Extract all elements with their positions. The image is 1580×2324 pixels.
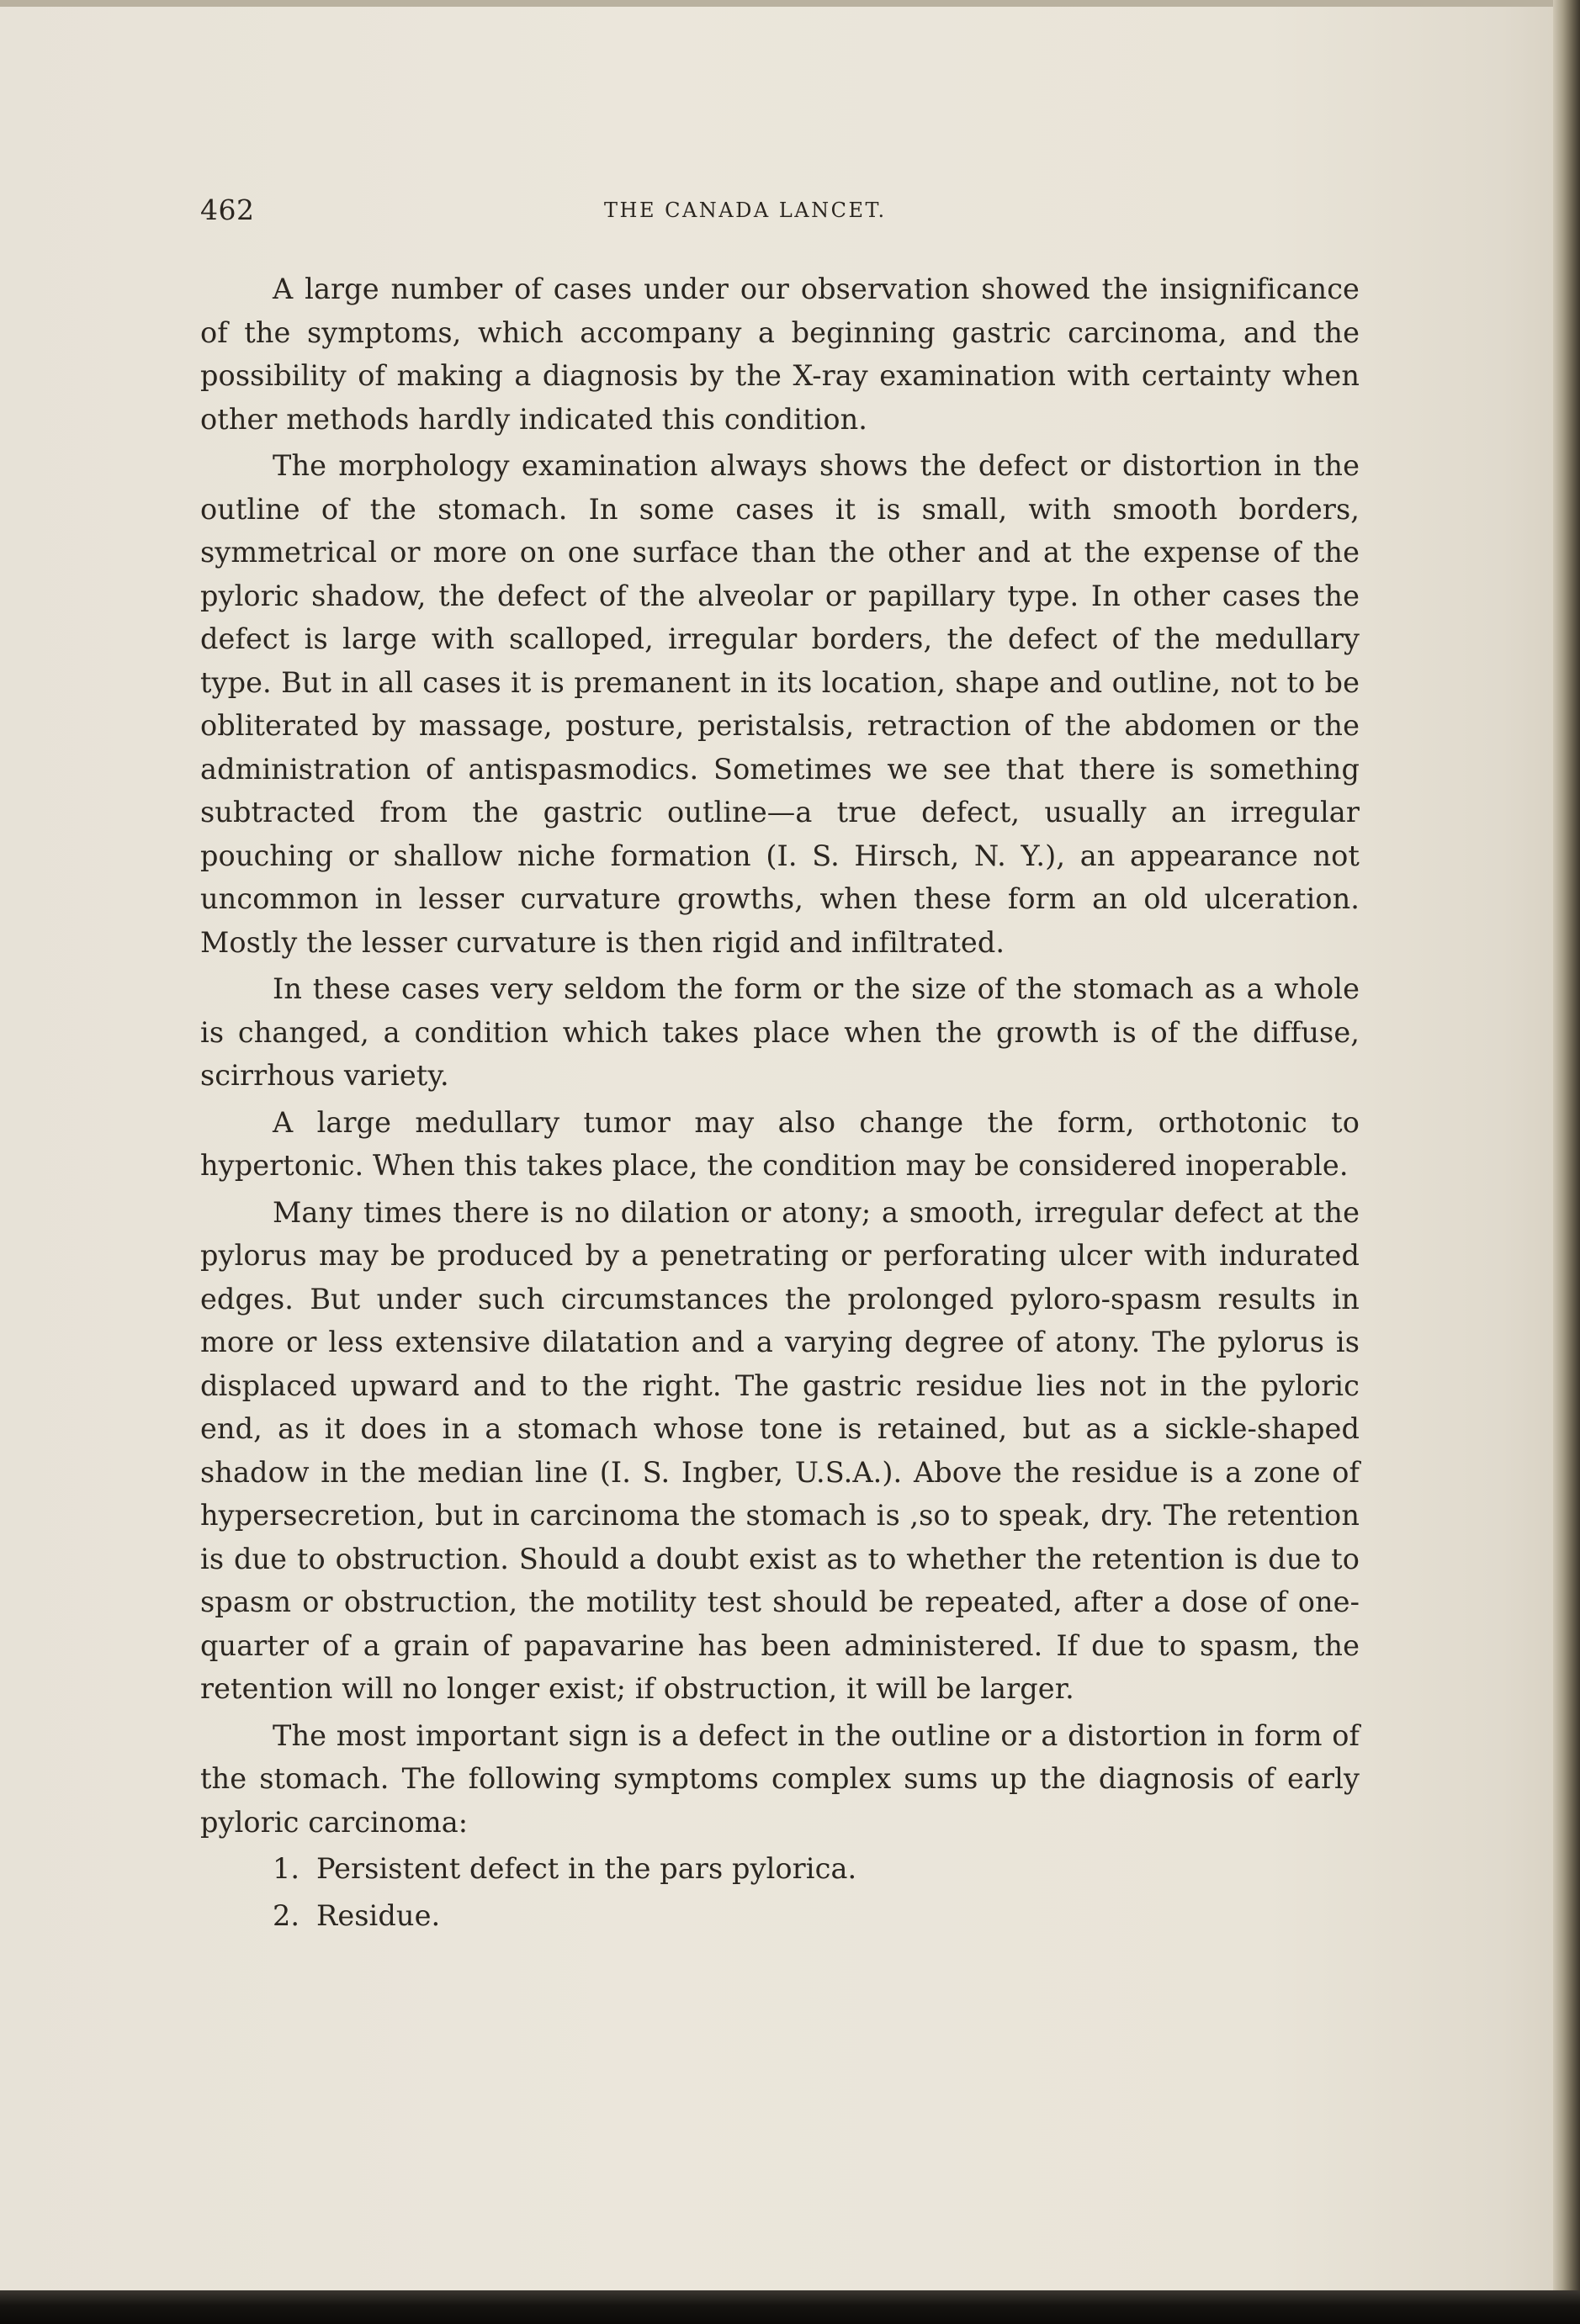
list-item [200, 1847, 1360, 1891]
paragraph: Many times there is no dilation or atony; a smooth, irregular defect at the pylorus may be produced by a penetrating or perforating ulcer with indurated edges. But under such circumstances the prolonged pyloro-spasm results in more or less extensive dilatation and a varying degree of atony. The pylorus is displaced upward and to the right. The gastric residue lies not in the pyloric end, as it does in a stomach whose tone is retained, but as a sickle-shaped shadow in the median line (I. S. Ingber, U.S.A.). Above the residue is a zone of hypersecretion, but in carcinoma the stomach is ,so to speak, dry. The retention is due to obstruction. Should a doubt exist as to whether the retention is due to spasm or obstruction, the motility test should be repeated, after a dose of one-quarter of a grain of papavarine has been administered. If due to spasm, the retention will no longer exist; if obstruction, it will be larger. [200, 1195, 1360, 1705]
journal-title: THE CANADA LANCET. [604, 199, 887, 222]
list-item-number: 1. [273, 1852, 300, 1885]
list-item-text: Persistent defect in the pars pylorica. [316, 1852, 857, 1885]
paragraph: A large medullary tumor may also change the form, orthotonic to hypertonic. When this takes place, the condition may be considered inoperable. [200, 1105, 1360, 1182]
running-head [200, 193, 1360, 232]
page-content [200, 193, 1360, 1940]
list-item-text: Residue. [316, 1898, 441, 1932]
book-gutter-shadow [1553, 0, 1580, 2324]
paragraph: A large number of cases under our observation showed the insignificance of the symptoms, which accompany a beginning gastric carcinoma, and the possibility of making a diagnosis by the X-ray examination with certainty when other methods hardly indicated this condition. [200, 273, 1360, 436]
page-number: 462 [200, 193, 255, 226]
scan-bottom-shadow [0, 2290, 1580, 2324]
page-top-edge [0, 0, 1580, 7]
paragraph: In these cases very seldom the form or the size of the stomach as a whole is changed, a condition which takes place when the growth is of the diffuse, scirrhous variety. [200, 972, 1360, 1092]
list-item [200, 1894, 1360, 1938]
paragraph: The most important sign is a defect in the outline or a distortion in form of the stomach. The following symptoms complex sums up the diagnosis of early pyloric carcinoma: [200, 1718, 1360, 1839]
paragraph: The morphology examination always shows the defect or distortion in the outline of the stomach. In some cases it is small, with smooth borders, symmetrical or more on one surface than the other and at the expense of the pyloric shadow, the defect of the alveolar or papillary type. In other cases the defect is large with scalloped, irregular borders, the defect of the medullary type. But in all cases it is premanent in its location, shape and outline, not to be obliterated by massage, posture, peristalsis, retraction of the abdomen or the administration of antispasmodics. Sometimes we see that there is something subtracted from the gastric outline—a true defect, usually an irregular pouching or shallow niche formation (I. S. Hirsch, N. Y.), an appearance not uncommon in lesser curvature growths, when these form an old ulceration. Mostly the lesser curvature is then rigid and infiltrated. [200, 449, 1360, 959]
article-body [200, 267, 1360, 1937]
list-item-number: 2. [273, 1898, 300, 1932]
